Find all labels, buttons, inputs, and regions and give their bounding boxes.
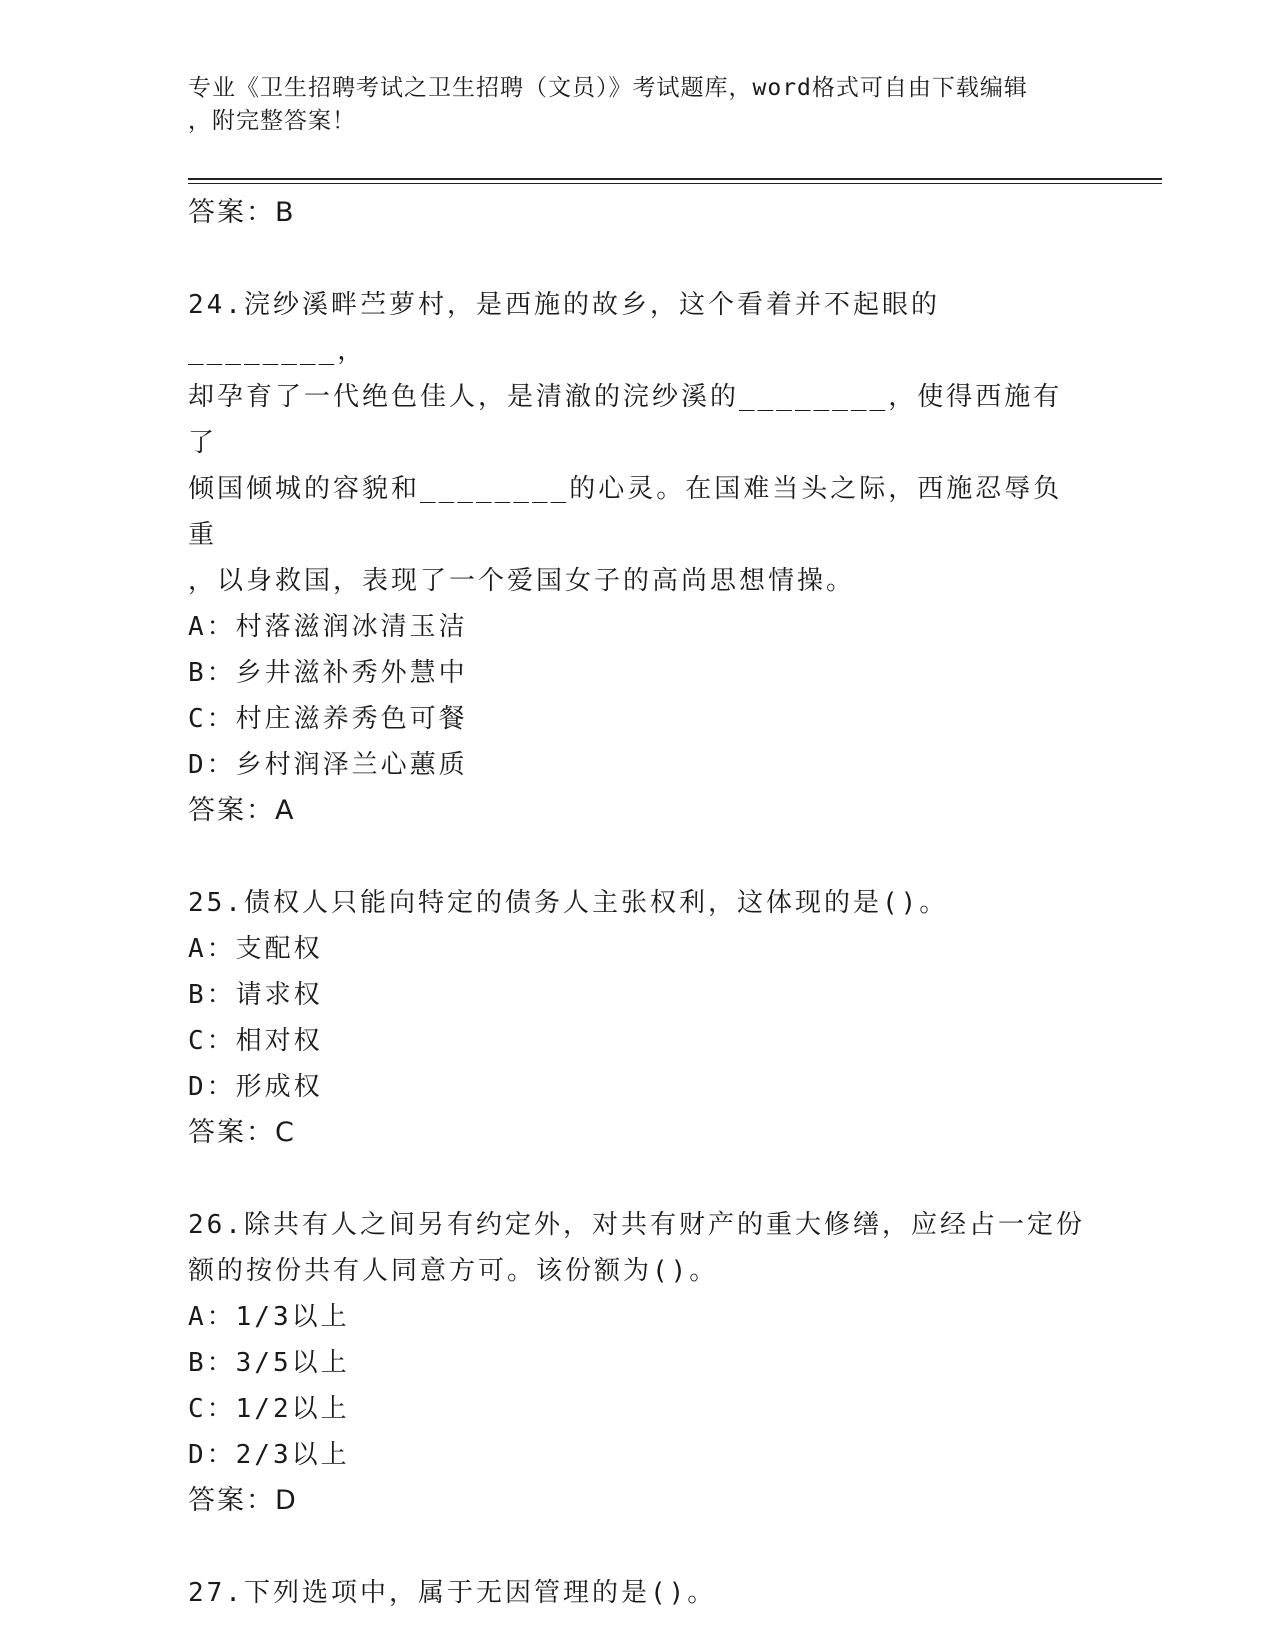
- question-block-24: [188, 282, 1088, 834]
- header-line-2: ，附完整答案！: [188, 108, 356, 134]
- question-text-line: 24.浣纱溪畔苎萝村，是西施的故乡，这个看着并不起眼的________，: [188, 290, 940, 366]
- question-block-25: [188, 880, 1088, 1156]
- question-text-line: 却孕育了一代绝色佳人，是清澈的浣纱溪的________，使得西施有了: [188, 382, 1063, 458]
- header-rule-thick: [188, 178, 1162, 180]
- question-text-line: 倾国倾城的容貌和________的心灵。在国难当头之际，西施忍辱负重: [188, 474, 1063, 550]
- answer-line: 答案：C: [188, 1117, 296, 1148]
- option-d: D：乡村润泽兰心蕙质: [188, 750, 468, 780]
- question-text-line: 额的按份共有人同意方可。该份额为()。: [188, 1256, 719, 1286]
- question-block-26: [188, 1202, 1088, 1524]
- header-line-1: 专业《卫生招聘考试之卫生招聘（文员）》考试题库，word格式可自由下载编辑: [188, 75, 1028, 101]
- option-b: B：乡井滋补秀外慧中: [188, 658, 468, 688]
- header-rule-thin: [188, 183, 1162, 184]
- question-text-line: 26.除共有人之间另有约定外，对共有财产的重大修缮，应经占一定份: [188, 1210, 1085, 1240]
- answer-line: 答案：D: [188, 1485, 298, 1516]
- question-text-line: 25.债权人只能向特定的债务人主张权利，这体现的是()。: [188, 888, 949, 918]
- spacer: [188, 236, 1088, 282]
- spacer: [188, 834, 1088, 880]
- spacer: [188, 1156, 1088, 1202]
- option-c: C：村庄滋养秀色可餐: [188, 704, 468, 734]
- option-b: B：3/5以上: [188, 1348, 350, 1378]
- option-a: A：支配权: [188, 934, 323, 964]
- document-body: [188, 190, 1088, 1616]
- answer-line: 答案：B: [188, 197, 296, 228]
- question-text-line: ，以身救国，表现了一个爱国女子的高尚思想情操。: [188, 566, 856, 596]
- spacer: [188, 1524, 1088, 1570]
- option-a: A：村落滋润冰清玉洁: [188, 612, 468, 642]
- answer-line: 答案：A: [188, 795, 296, 826]
- option-c: C：相对权: [188, 1026, 323, 1056]
- option-a: A：1/3以上: [188, 1302, 350, 1332]
- option-c: C：1/2以上: [188, 1394, 350, 1424]
- option-d: D：形成权: [188, 1072, 323, 1102]
- question-text-line: 27.下列选项中，属于无因管理的是()。: [188, 1578, 717, 1608]
- question-block-27: [188, 1570, 1088, 1616]
- option-d: D：2/3以上: [188, 1440, 350, 1470]
- option-b: B：请求权: [188, 980, 323, 1010]
- document-header: [188, 72, 1068, 138]
